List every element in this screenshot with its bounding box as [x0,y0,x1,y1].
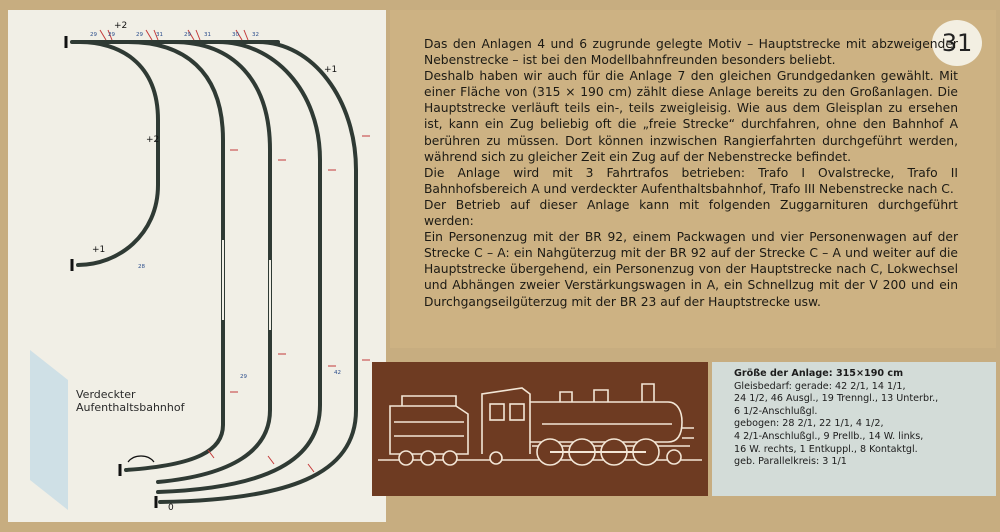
locomotive-illustration [372,362,708,496]
svg-text:32: 32 [252,32,259,38]
track-lines [72,42,356,502]
svg-text:29: 29 [136,32,143,38]
hidden-station-label [76,388,184,414]
svg-text:28: 28 [138,264,145,270]
table-edge-shading [30,350,68,510]
main-line-track-1 [158,42,320,492]
track-plan-panel [8,10,386,522]
svg-text:29: 29 [184,32,191,38]
body-paragraph: Die Anlage wird mit 3 Fahrtrafos betrieben: Trafo I Ovalstrecke, Trafo II Bahnhofsbereich A und verdeckter Aufenthaltsbahnhof, Trafo III Nebenstrecke nach C. [424,165,958,196]
svg-text:29: 29 [90,32,97,38]
specs-row: 24 1/2, 46 Ausgl., 19 Trenngl., 13 Unterbr., [734,393,939,405]
specs-row: Gleisbedarf: gerade: 42 2/1, 14 1/1, [734,380,906,392]
svg-text:29: 29 [108,32,115,38]
end-marker-label: +2 [146,135,160,145]
specs-row: geb. Parallelkreis: 3 1/1 [734,456,847,468]
specs-row: gebogen: 28 2/1, 22 1/1, 4 1/2, [734,418,884,430]
hidden-station-track-2 [158,42,270,482]
body-paragraph: Das den Anlagen 4 und 6 zugrunde gelegte Motiv – Hauptstrecke mit abzweigender Nebenstrecke – ist bei den Modellbahnfreunden besonders beliebt. [424,37,958,68]
page-number-badge: 31 [932,20,982,66]
end-marker-label: +2 [114,21,128,31]
buffer-stops [66,36,156,508]
track-numbers [90,32,341,380]
body-paragraph: Der Betrieb auf dieser Anlage kann mit folgenden Zuggarnituren durchgeführt werden: [424,197,958,229]
end-marker-label: 0 [168,503,174,513]
svg-text:30: 30 [232,32,239,38]
specs-row: 6 1/2-Anschlußgl. [734,405,818,417]
body-paragraph: Ein Personenzug mit der BR 92, einem Packwagen und vier Personenwagen auf der Strecke C – A: ein Nahgüterzug mit der BR 92 auf der Strecke C – A und weiter auf die Hauptstrecke übergehend, ein Personenzug von der Hauptstrecke nach C, Lokwechsel und Abhängen zweier Verstärkungswagen in A, ein Schnellzug mit der V 200 und ein Durchgangseilgüterzug mit der BR 23 auf der Hauptstrecke usw. [424,230,958,309]
body-text [424,36,958,310]
specs-row: 16 W. rechts, 1 Entkuppl., 8 Kontaktgl. [734,443,918,455]
direction-arrow-icon [128,456,154,462]
track-plan-diagram [8,10,386,522]
end-marker-label: +1 [324,65,338,75]
hidden-station-text: Verdeckter Aufenthaltsbahnhof [76,388,185,414]
svg-text:31: 31 [204,32,211,38]
specs-row: 4 2/1-Anschlußgl., 9 Prellb., 14 W. links, [734,430,924,442]
end-marker-label: +1 [92,245,106,255]
body-paragraph: Deshalb haben wir auch für die Anlage 7 den gleichen Grundgedanken gewählt. Mit einer Fläche von (315 × 190 cm) zählt diese Anlage bereits zu den Großanlagen. Die Hauptstrecke verläuft teils ein-, teils zweigleisig. Wie aus dem Gleisplan zu ersehen ist, kann ein Zug beliebig oft die „freie Strecke“ durchfahren, ohne den Bahnhof A berühren zu müssen. Dort können inzwischen Rangierfahrten durchgeführt werden, während sich zu gleicher Zeit ein Zug auf der Nebenstrecke befindet. [424,69,958,164]
specs-text [734,368,992,469]
branch-line-track [78,42,158,265]
svg-text:29: 29 [240,374,247,380]
specs-row: Größe der Anlage: 315×190 cm [734,368,904,379]
steam-locomotive-icon [372,362,708,496]
hidden-section-marks [223,240,270,330]
main-line-track-2 [160,42,356,502]
svg-text:31: 31 [156,32,163,38]
svg-text:42: 42 [334,370,341,376]
